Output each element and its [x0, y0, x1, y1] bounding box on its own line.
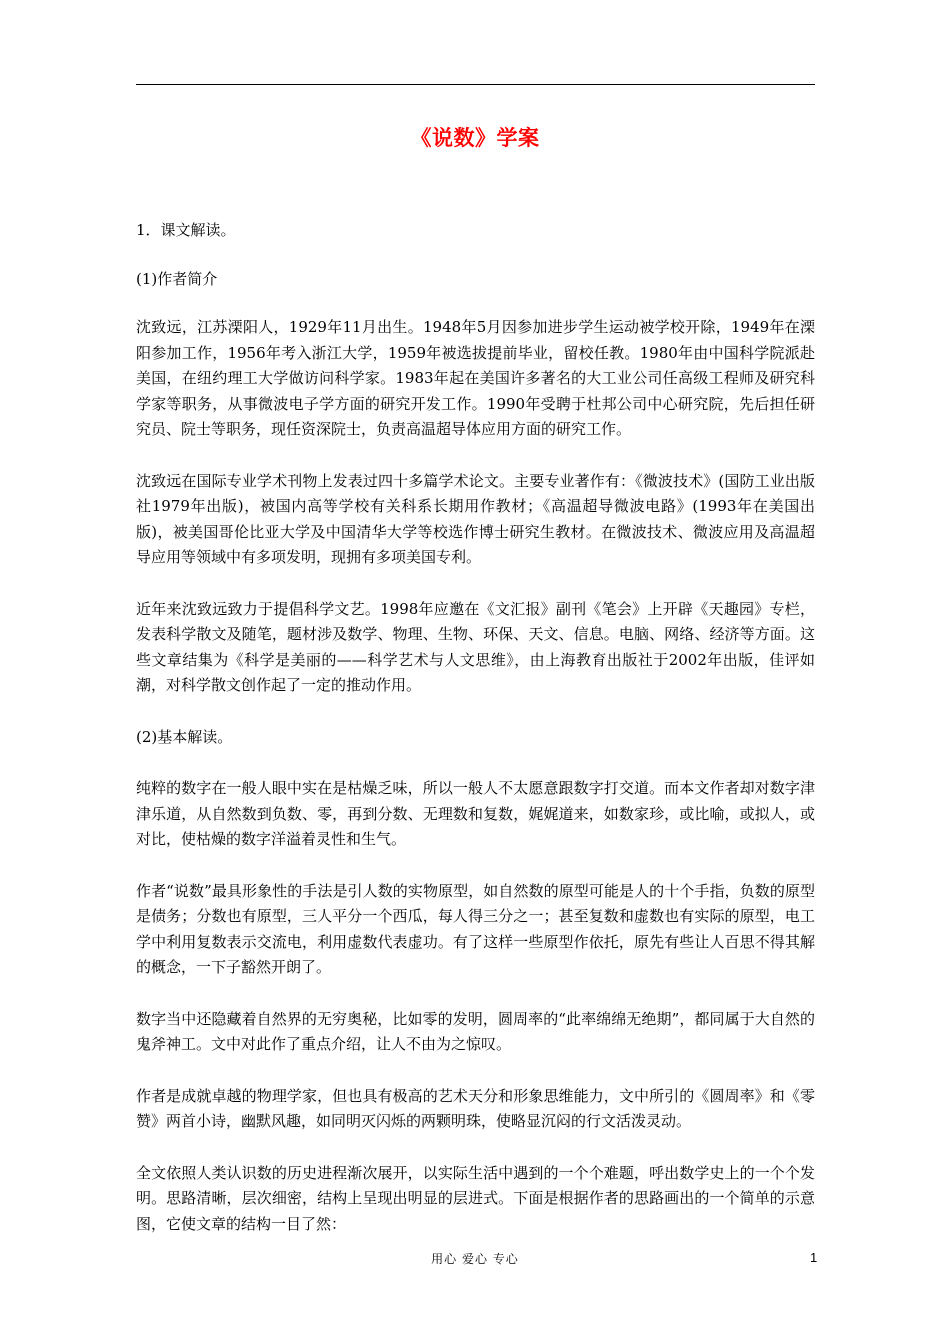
header-rule	[136, 84, 815, 85]
subsection-heading: (2)基本解读。	[136, 727, 233, 746]
paragraph: 沈致远，江苏溧阳人，1929年11月出生。1948年5月因参加进步学生运动被学校开除，1949年在溧阳参加工作，1956年考入浙江大学，1959年被选拔提前毕业，留校任教。1980年由中国科学院派赴美国，在纽约理工大学做访问科学家。1983年起在美国许多著名的大工业公司任高级工程师及研究科学家等职务，从事微波电子学方面的研究开发工作。1990年受聘于杜邦公司中心研究院，先后担任研究员、院士等职务，现任资深院士，负责高温超导体应用方面的研究工作。	[136, 318, 815, 438]
footer-motto: 用心 爱心 专心	[431, 1252, 519, 1266]
subsection-heading: (1)作者简介	[136, 269, 218, 288]
document-body	[136, 218, 815, 1237]
paragraph: 近年来沈致远致力于提倡科学文艺。1998年应邀在《文汇报》副刊《笔会》上开辟《天趣园》专栏，发表科学散文及随笔，题材涉及数学、物理、生物、环保、天文、信息。电脑、网络、经济等方面。这些文章结集为《科学是美丽的——科学艺术与人文思维》，由上海教育出版社于2002年出版，佳评如潮，对科学散文创作起了一定的推动作用。	[136, 599, 815, 694]
section-heading: 1．课文解读。	[136, 221, 236, 239]
paragraph: 纯粹的数字在一般人眼中实在是枯燥乏味，所以一般人不太愿意跟数字打交道。而本文作者却对数字津津乐道，从自然数到负数、零，再到分数、无理数和复数，娓娓道来，如数家珍，或比喻，或拟人，或对比，使枯燥的数字洋溢着灵性和生气。	[136, 779, 815, 848]
paragraph: 数字当中还隐藏着自然界的无穷奥秘，比如零的发明，圆周率的“此率绵绵无绝期”，都同属于大自然的鬼斧神工。文中对此作了重点介绍，让人不由为之惊叹。	[136, 1009, 815, 1053]
paragraph: 全文依照人类认识数的历史进程渐次展开，以实际生活中遇到的一个个难题，呼出数学史上的一个个发明。思路清晰，层次细密，结构上呈现出明显的层进式。下面是根据作者的思路画出的一个简单的示意图，它使文章的结构一目了然：	[136, 1163, 815, 1233]
page-number: 1	[810, 1250, 818, 1265]
paragraph: 作者是成就卓越的物理学家，但也具有极高的艺术天分和形象思维能力，文中所引的《圆周率》和《零赞》两首小诗，幽默风趣，如同明灭闪烁的两颗明珠，使略显沉闷的行文活泼灵动。	[136, 1086, 815, 1130]
paragraph: 沈致远在国际专业学术刊物上发表过四十多篇学术论文。主要专业著作有：《微波技术》(国防工业出版社1979年出版)，被国内高等学校有关科系长期用作教材；《高温超导微波电路》(1993年在美国出版)，被美国哥伦比亚大学及中国清华大学等校选作博士研究生教材。在微波技术、微波应用及高温超导应用等领域中有多项发明，现拥有多项美国专利。	[136, 471, 815, 566]
document-title: 《说数》学案	[410, 125, 540, 150]
paragraph: 作者“说数”最具形象性的手法是引人数的实物原型，如自然数的原型可能是人的十个手指，负数的原型是债务；分数也有原型，三人平分一个西瓜，每人得三分之一；甚至复数和虚数也有实际的原型，电工学中利用复数表示交流电，利用虚数代表虚功。有了这样一些原型作依托，原先有些让人百思不得其解的概念，一下子豁然开朗了。	[136, 881, 815, 976]
